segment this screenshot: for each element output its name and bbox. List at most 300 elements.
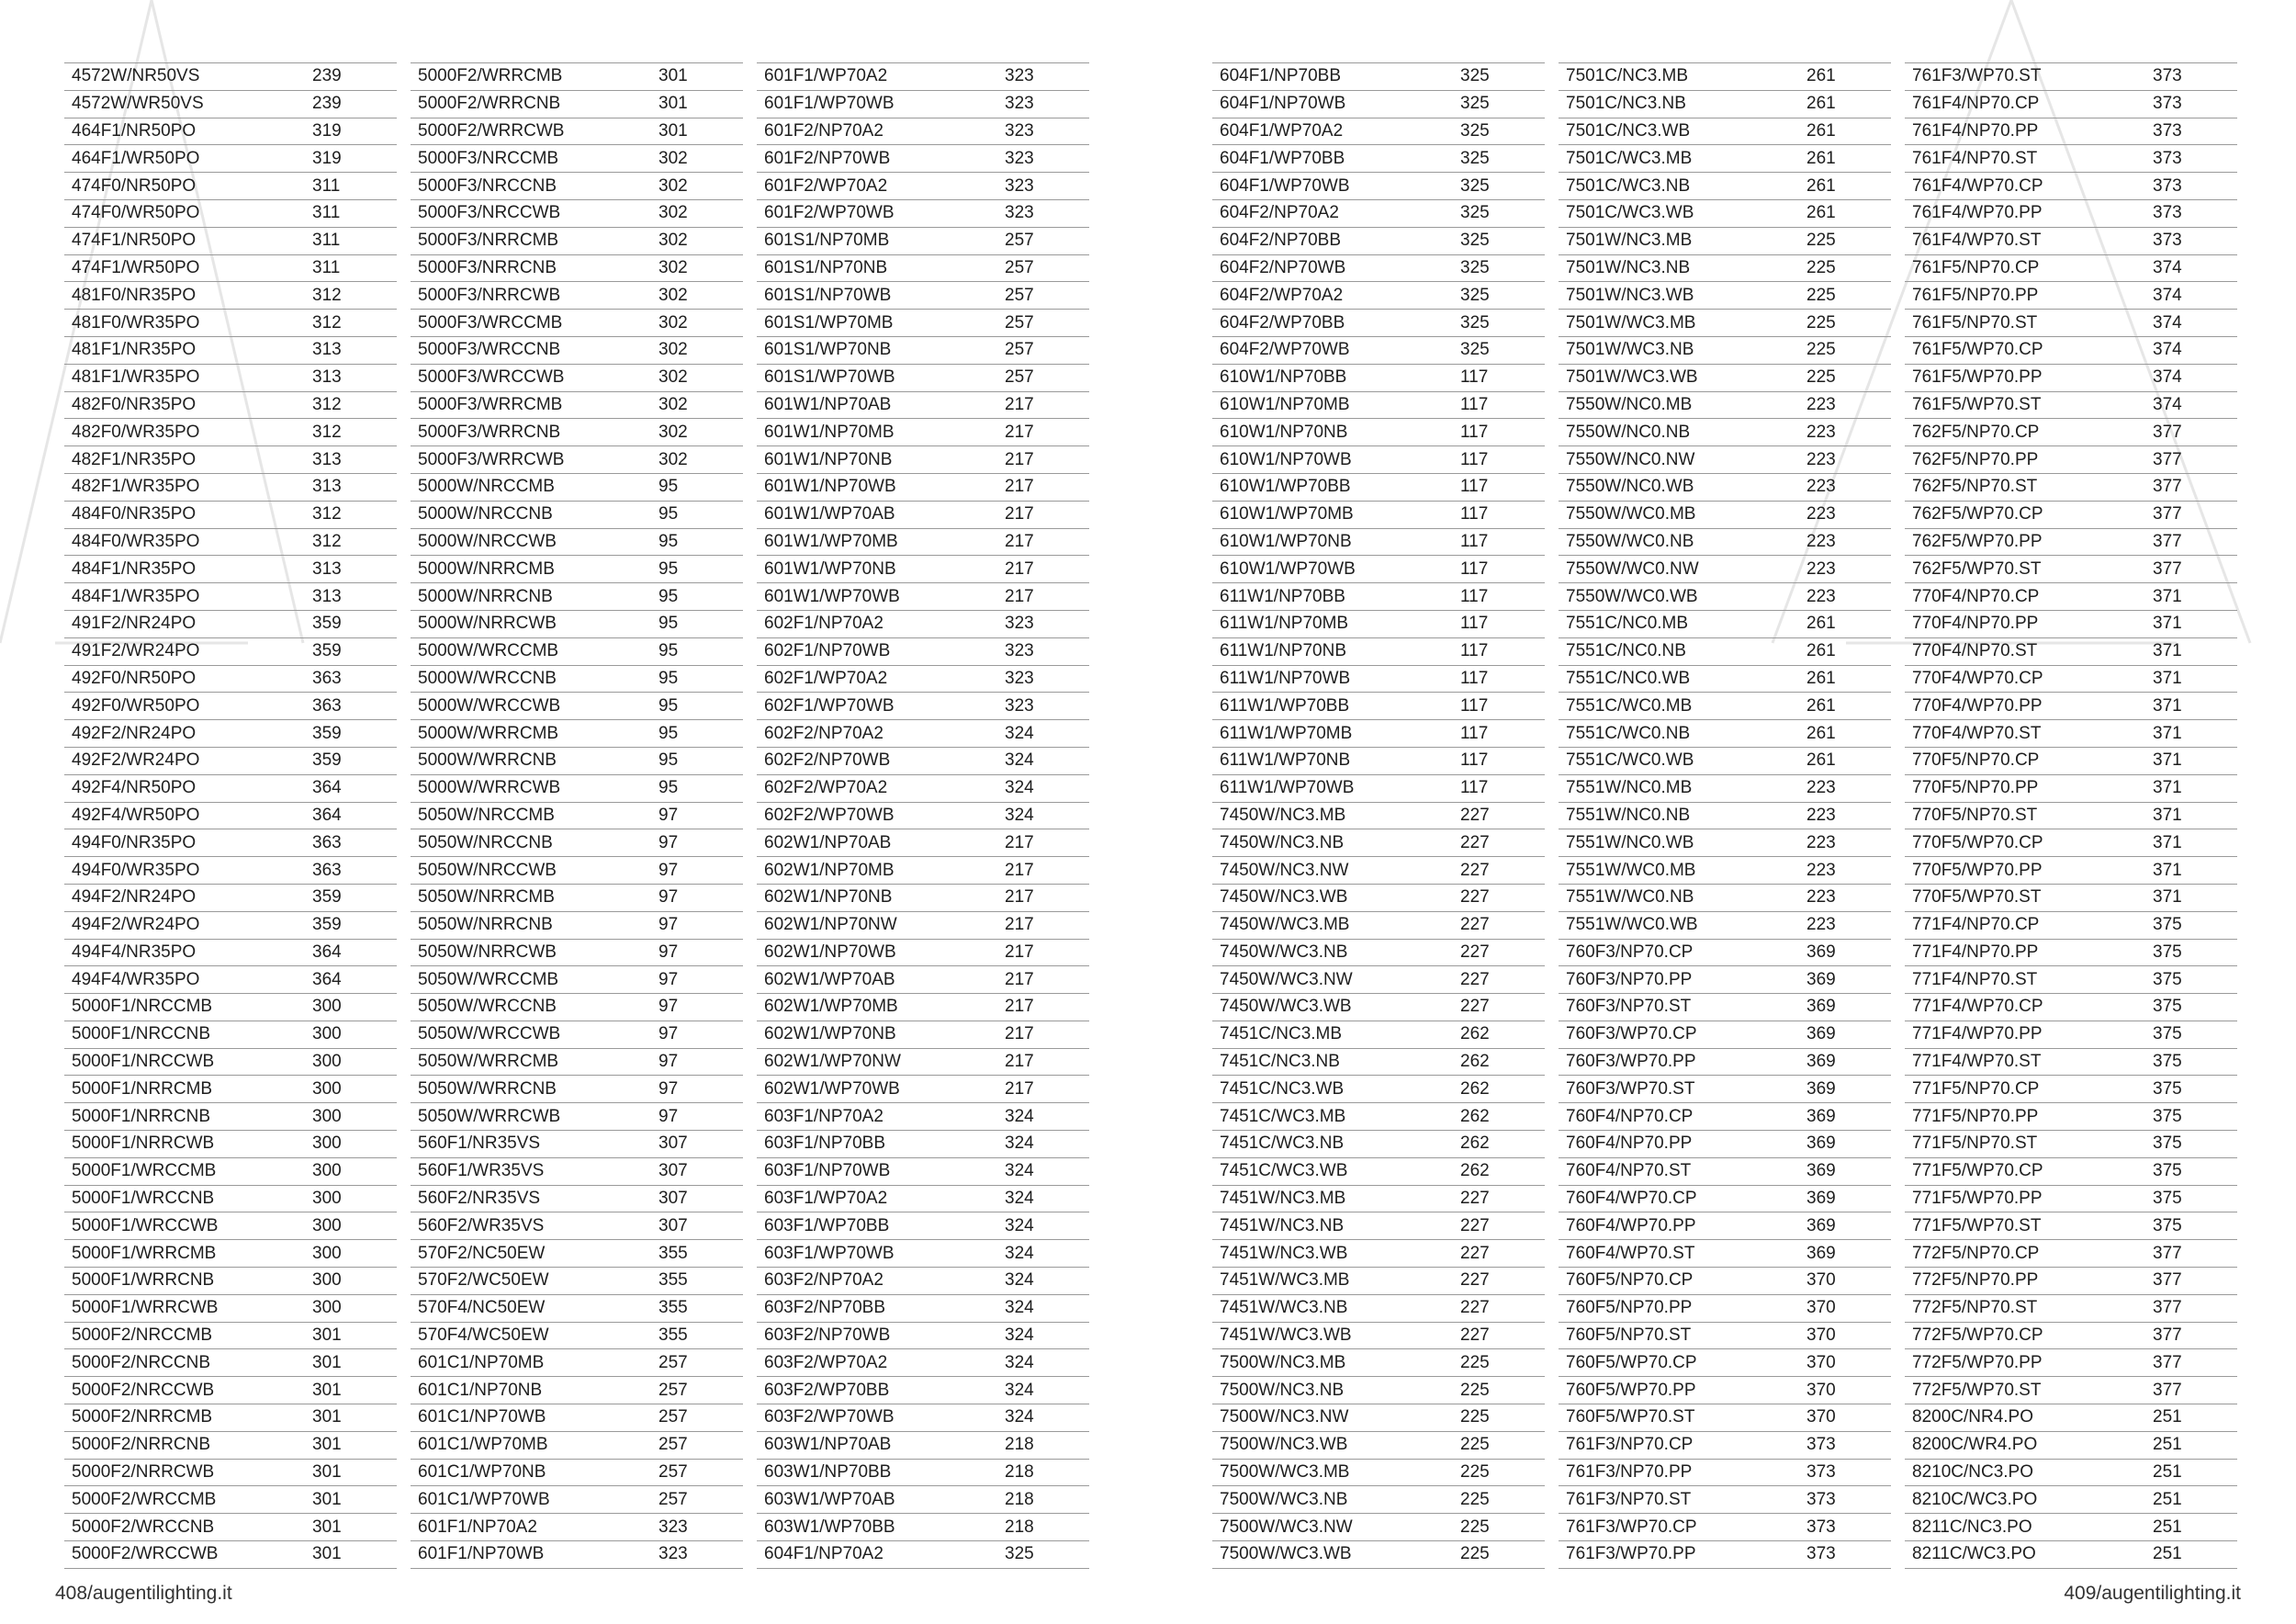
- page-number: 227: [1460, 829, 1545, 857]
- page-number: 257: [658, 1349, 743, 1377]
- table-row: [1212, 419, 1545, 446]
- page-number: 227: [1460, 1322, 1545, 1349]
- table-row: [1905, 911, 2237, 939]
- page-number: 239: [312, 63, 397, 91]
- product-code: 603W1/WP70BB: [757, 1514, 1005, 1541]
- page-number: 223: [1806, 391, 1891, 419]
- page-number: 261: [1806, 747, 1891, 774]
- page-number: 370: [1806, 1404, 1891, 1432]
- page-number: 302: [658, 199, 743, 227]
- table-row: [757, 364, 1089, 391]
- product-code: 771F4/NP70.CP: [1905, 911, 2153, 939]
- table-row: [1905, 1131, 2237, 1158]
- page-number: 325: [1460, 282, 1545, 310]
- page-number: 373: [1806, 1431, 1891, 1459]
- table-row: [1212, 720, 1545, 748]
- table-row: [1212, 446, 1545, 474]
- table-row: [1905, 665, 2237, 693]
- product-code: 7501C/WC3.NB: [1559, 173, 1806, 200]
- product-code: 570F4/WC50EW: [411, 1322, 658, 1349]
- table-row: [411, 829, 743, 857]
- product-code: 7450W/WC3.NB: [1212, 939, 1460, 966]
- table-row: [64, 637, 397, 665]
- page-number: 225: [1460, 1404, 1545, 1432]
- product-code: 7551C/NC0.WB: [1559, 665, 1806, 693]
- product-code: 761F3/WP70.PP: [1559, 1541, 1806, 1569]
- product-code: 770F5/WP70.PP: [1905, 857, 2153, 885]
- product-code: 771F4/NP70.ST: [1905, 966, 2153, 994]
- page-number: 217: [1005, 911, 1089, 939]
- table-row: [1559, 419, 1891, 446]
- product-code: 5000F3/NRRCWB: [411, 282, 658, 310]
- page-number: 223: [1806, 473, 1891, 501]
- product-code: 7550W/NC0.WB: [1559, 473, 1806, 501]
- table-row: [411, 1076, 743, 1103]
- table-row: [1559, 994, 1891, 1021]
- page-number: 261: [1806, 720, 1891, 748]
- page-number: 373: [2153, 145, 2237, 173]
- table-row: [1905, 1294, 2237, 1322]
- table-row: [411, 1212, 743, 1240]
- page-number: 217: [1005, 1076, 1089, 1103]
- table-row: [411, 1021, 743, 1048]
- page-number: 359: [312, 720, 397, 748]
- table-row: [1905, 336, 2237, 364]
- table-row: [1212, 63, 1545, 91]
- page-number: 325: [1460, 118, 1545, 145]
- page-number: 375: [2153, 1185, 2237, 1212]
- table-row: [64, 1294, 397, 1322]
- product-code: 5000F2/WRCCNB: [64, 1514, 312, 1541]
- table-row: [1212, 90, 1545, 118]
- product-code: 770F4/WP70.PP: [1905, 693, 2153, 720]
- table-row: [1212, 501, 1545, 528]
- table-row: [411, 747, 743, 774]
- table-row: [757, 583, 1089, 611]
- page-number: 319: [312, 118, 397, 145]
- product-code: 601F1/WP70WB: [757, 90, 1005, 118]
- table-row: [757, 1212, 1089, 1240]
- page-number: 377: [2153, 556, 2237, 583]
- table-row: [1212, 528, 1545, 556]
- product-code: 762F5/NP70.CP: [1905, 419, 2153, 446]
- page-number: 225: [1460, 1514, 1545, 1541]
- page-number: 257: [658, 1404, 743, 1432]
- table-row: [1212, 473, 1545, 501]
- table-row: [757, 637, 1089, 665]
- page-number: 377: [2153, 446, 2237, 474]
- table-row: [757, 1076, 1089, 1103]
- product-code: 610W1/WP70MB: [1212, 501, 1460, 528]
- product-code: 5000F2/WRRCMB: [411, 63, 658, 91]
- page-number: 359: [312, 884, 397, 911]
- page-number: 97: [658, 884, 743, 911]
- table-row: [64, 966, 397, 994]
- product-code: 5000F2/WRCCWB: [64, 1541, 312, 1569]
- page-number: 217: [1005, 857, 1089, 885]
- table-row: [411, 199, 743, 227]
- product-code: 772F5/NP70.ST: [1905, 1294, 2153, 1322]
- page-number: 300: [312, 1157, 397, 1185]
- table-row: [64, 1212, 397, 1240]
- table-row: [64, 1021, 397, 1048]
- page-number: 95: [658, 774, 743, 802]
- product-code: 5000W/WRCCWB: [411, 693, 658, 720]
- page-number: 300: [312, 1048, 397, 1076]
- table-row: [757, 1185, 1089, 1212]
- product-code: 494F0/WR35PO: [64, 857, 312, 885]
- page-number: 373: [1806, 1486, 1891, 1514]
- page-number: 117: [1460, 473, 1545, 501]
- product-code: 610W1/NP70MB: [1212, 391, 1460, 419]
- page-number: 371: [2153, 774, 2237, 802]
- table-row: [1559, 966, 1891, 994]
- page-number: 377: [2153, 1268, 2237, 1295]
- page-number: 363: [312, 857, 397, 885]
- product-code: 761F5/NP70.CP: [1905, 254, 2153, 282]
- product-code: 602W1/NP70MB: [757, 857, 1005, 885]
- page-number: 227: [1460, 1240, 1545, 1268]
- page-number: 262: [1460, 1048, 1545, 1076]
- page-number: 225: [1806, 336, 1891, 364]
- product-code: 760F3/NP70.CP: [1559, 939, 1806, 966]
- product-code: 5050W/NRRCMB: [411, 884, 658, 911]
- table-row: [1905, 583, 2237, 611]
- page-number: 300: [312, 1268, 397, 1295]
- table-row: [1559, 1212, 1891, 1240]
- page-number: 117: [1460, 364, 1545, 391]
- page-number: 375: [2153, 939, 2237, 966]
- product-code: 5050W/NRRCWB: [411, 939, 658, 966]
- product-code: 7501W/NC3.WB: [1559, 282, 1806, 310]
- page-number: 227: [1460, 994, 1545, 1021]
- index-column-1: [64, 62, 397, 1569]
- product-code: 602F2/WP70A2: [757, 774, 1005, 802]
- page-number: 355: [658, 1268, 743, 1295]
- table-row: [1905, 1103, 2237, 1131]
- table-row: [1559, 90, 1891, 118]
- table-row: [64, 911, 397, 939]
- page-number: 257: [658, 1486, 743, 1514]
- page-number: 251: [2153, 1541, 2237, 1569]
- page-number: 324: [1005, 1240, 1089, 1268]
- product-code: 611W1/NP70WB: [1212, 665, 1460, 693]
- table-row: [64, 994, 397, 1021]
- page-number: 301: [658, 90, 743, 118]
- product-code: 7551C/WC0.WB: [1559, 747, 1806, 774]
- page-number: 324: [1005, 1349, 1089, 1377]
- table-row: [411, 173, 743, 200]
- page-number: 375: [2153, 1103, 2237, 1131]
- table-row: [1559, 1431, 1891, 1459]
- product-code: 601S1/WP70WB: [757, 364, 1005, 391]
- page-number: 117: [1460, 391, 1545, 419]
- table-row: [757, 1240, 1089, 1268]
- page-number: 227: [1460, 1212, 1545, 1240]
- product-code: 602W1/WP70NW: [757, 1048, 1005, 1076]
- table-row: [411, 802, 743, 829]
- product-code: 602F1/NP70A2: [757, 610, 1005, 637]
- table-row: [757, 774, 1089, 802]
- product-code: 492F2/WR24PO: [64, 747, 312, 774]
- page-number: 371: [2153, 884, 2237, 911]
- product-code: 611W1/WP70BB: [1212, 693, 1460, 720]
- page-number: 363: [312, 829, 397, 857]
- table-row: [1559, 1377, 1891, 1404]
- page-number: 251: [2153, 1404, 2237, 1432]
- page-number: 324: [1005, 1131, 1089, 1158]
- table-row: [1905, 1431, 2237, 1459]
- table-row: [1212, 1541, 1545, 1569]
- product-code: 760F4/WP70.CP: [1559, 1185, 1806, 1212]
- page-number: 97: [658, 857, 743, 885]
- table-row: [64, 473, 397, 501]
- table-row: [757, 1404, 1089, 1432]
- page-number: 227: [1460, 884, 1545, 911]
- page-number: 374: [2153, 282, 2237, 310]
- page-number: 251: [2153, 1486, 2237, 1514]
- page-number: 363: [312, 665, 397, 693]
- page-number: 371: [2153, 802, 2237, 829]
- table-row: [1559, 1294, 1891, 1322]
- table-row: [64, 610, 397, 637]
- page-number: 217: [1005, 1021, 1089, 1048]
- product-code: 761F5/NP70.ST: [1905, 310, 2153, 337]
- index-column-4: [1212, 62, 1545, 1569]
- table-row: [1559, 1157, 1891, 1185]
- table-row: [1212, 665, 1545, 693]
- page-number: 225: [1460, 1431, 1545, 1459]
- product-code: 5000F3/WRRCNB: [411, 419, 658, 446]
- product-code: 5000W/WRCCMB: [411, 637, 658, 665]
- product-code: 761F5/NP70.PP: [1905, 282, 2153, 310]
- product-code: 760F4/WP70.ST: [1559, 1240, 1806, 1268]
- product-code: 602W1/NP70WB: [757, 939, 1005, 966]
- product-code: 762F5/WP70.CP: [1905, 501, 2153, 528]
- table-row: [1212, 227, 1545, 254]
- product-code: 760F3/NP70.PP: [1559, 966, 1806, 994]
- page-folio-right: 409/augentilighting.it: [2064, 1583, 2241, 1604]
- product-code: 5000F2/NRCCNB: [64, 1349, 312, 1377]
- product-code: 603F2/NP70A2: [757, 1268, 1005, 1295]
- product-code: 603F1/NP70BB: [757, 1131, 1005, 1158]
- product-code: 5050W/NRCCNB: [411, 829, 658, 857]
- product-code: 602F1/NP70WB: [757, 637, 1005, 665]
- table-row: [1559, 1185, 1891, 1212]
- table-row: [1212, 1459, 1545, 1486]
- page-number: 217: [1005, 528, 1089, 556]
- page-number: 95: [658, 665, 743, 693]
- product-code: 474F1/WR50PO: [64, 254, 312, 282]
- product-code: 5050W/WRRCMB: [411, 1048, 658, 1076]
- table-row: [64, 282, 397, 310]
- page-number: 373: [2153, 90, 2237, 118]
- table-row: [757, 1021, 1089, 1048]
- product-code: 474F0/NR50PO: [64, 173, 312, 200]
- table-row: [1212, 1404, 1545, 1432]
- product-code: 5000W/WRCCNB: [411, 665, 658, 693]
- product-code: 772F5/NP70.PP: [1905, 1268, 2153, 1295]
- product-code: 7550W/WC0.NB: [1559, 528, 1806, 556]
- table-row: [411, 1404, 743, 1432]
- table-row: [64, 63, 397, 91]
- page-number: 369: [1806, 1157, 1891, 1185]
- page-number: 117: [1460, 556, 1545, 583]
- page-number: 313: [312, 336, 397, 364]
- product-code: 8210C/NC3.PO: [1905, 1459, 2153, 1486]
- page-number: 323: [1005, 118, 1089, 145]
- table-row: [1905, 1541, 2237, 1569]
- product-code: 482F1/WR35PO: [64, 473, 312, 501]
- table-row: [64, 802, 397, 829]
- product-code: 610W1/NP70BB: [1212, 364, 1460, 391]
- product-code: 7451C/WC3.MB: [1212, 1103, 1460, 1131]
- page-number: 371: [2153, 665, 2237, 693]
- table-row: [1212, 1294, 1545, 1322]
- product-code: 601W1/NP70WB: [757, 473, 1005, 501]
- table-row: [1905, 610, 2237, 637]
- product-code: 611W1/WP70MB: [1212, 720, 1460, 748]
- table-row: [1559, 1349, 1891, 1377]
- page-number: 300: [312, 1103, 397, 1131]
- product-code: 5000W/NRCCWB: [411, 528, 658, 556]
- product-code: 770F4/NP70.ST: [1905, 637, 2153, 665]
- page-number: 374: [2153, 364, 2237, 391]
- page-number: 375: [2153, 1021, 2237, 1048]
- product-code: 8211C/NC3.PO: [1905, 1514, 2153, 1541]
- table-row: [1559, 1514, 1891, 1541]
- page-number: 359: [312, 637, 397, 665]
- table-row: [757, 1377, 1089, 1404]
- table-row: [64, 528, 397, 556]
- product-code: 604F1/NP70BB: [1212, 63, 1460, 91]
- table-row: [757, 528, 1089, 556]
- product-code: 494F0/NR35PO: [64, 829, 312, 857]
- product-code: 5000W/NRRCWB: [411, 610, 658, 637]
- table-row: [64, 336, 397, 364]
- product-code: 5000F2/NRCCWB: [64, 1377, 312, 1404]
- table-row: [1212, 364, 1545, 391]
- page-number: 312: [312, 391, 397, 419]
- table-row: [64, 90, 397, 118]
- page-number: 301: [312, 1322, 397, 1349]
- page-number: 223: [1806, 528, 1891, 556]
- table-row: [1559, 199, 1891, 227]
- product-code: 760F3/WP70.ST: [1559, 1076, 1806, 1103]
- table-row: [64, 501, 397, 528]
- product-code: 762F5/NP70.PP: [1905, 446, 2153, 474]
- product-code: 5000W/NRCCNB: [411, 501, 658, 528]
- table-row: [1212, 1185, 1545, 1212]
- page-number: 377: [2153, 528, 2237, 556]
- page-number: 227: [1460, 1185, 1545, 1212]
- product-code: 601F2/WP70WB: [757, 199, 1005, 227]
- table-row: [1212, 1021, 1545, 1048]
- product-code: 7550W/NC0.MB: [1559, 391, 1806, 419]
- page-number: 218: [1005, 1486, 1089, 1514]
- table-row: [1559, 1021, 1891, 1048]
- product-code: 7451C/WC3.WB: [1212, 1157, 1460, 1185]
- product-code: 770F5/NP70.PP: [1905, 774, 2153, 802]
- page-number: 97: [658, 802, 743, 829]
- table-row: [1212, 994, 1545, 1021]
- product-code: 7551W/WC0.MB: [1559, 857, 1806, 885]
- product-code: 7551W/WC0.WB: [1559, 911, 1806, 939]
- page-number: 300: [312, 1212, 397, 1240]
- table-row: [1212, 583, 1545, 611]
- product-code: 5000F1/WRRCMB: [64, 1240, 312, 1268]
- product-code: 5000F1/NRRCMB: [64, 1076, 312, 1103]
- table-row: [1905, 884, 2237, 911]
- page-number: 371: [2153, 610, 2237, 637]
- table-row: [1212, 747, 1545, 774]
- page-number: 325: [1460, 227, 1545, 254]
- product-code: 5000F1/NRRCNB: [64, 1103, 312, 1131]
- table-row: [1559, 774, 1891, 802]
- product-code: 771F4/WP70.PP: [1905, 1021, 2153, 1048]
- table-row: [1559, 884, 1891, 911]
- page-number: 257: [1005, 364, 1089, 391]
- table-row: [1905, 693, 2237, 720]
- page-number: 364: [312, 774, 397, 802]
- table-row: [411, 473, 743, 501]
- table-row: [411, 310, 743, 337]
- product-code: 602F2/NP70A2: [757, 720, 1005, 748]
- page-number: 325: [1460, 310, 1545, 337]
- page-number: 117: [1460, 637, 1545, 665]
- table-row: [1559, 939, 1891, 966]
- page-number: 97: [658, 1048, 743, 1076]
- table-row: [1559, 446, 1891, 474]
- page-number: 324: [1005, 1103, 1089, 1131]
- page-number: 223: [1806, 501, 1891, 528]
- product-code: 481F0/NR35PO: [64, 282, 312, 310]
- table-row: [757, 391, 1089, 419]
- product-code: 610W1/WP70BB: [1212, 473, 1460, 501]
- product-code: 604F2/NP70BB: [1212, 227, 1460, 254]
- product-code: 770F5/WP70.CP: [1905, 829, 2153, 857]
- product-code: 770F5/NP70.ST: [1905, 802, 2153, 829]
- page-number: 261: [1806, 173, 1891, 200]
- page-number: 218: [1005, 1514, 1089, 1541]
- page-number: 95: [658, 556, 743, 583]
- product-code: 494F2/WR24PO: [64, 911, 312, 939]
- product-code: 7550W/WC0.MB: [1559, 501, 1806, 528]
- product-code: 7450W/WC3.MB: [1212, 911, 1460, 939]
- page-number: 217: [1005, 994, 1089, 1021]
- table-row: [1905, 227, 2237, 254]
- product-code: 761F4/NP70.ST: [1905, 145, 2153, 173]
- page-number: 262: [1460, 1131, 1545, 1158]
- page-number: 371: [2153, 747, 2237, 774]
- page-number: 373: [1806, 1514, 1891, 1541]
- page-number: 302: [658, 227, 743, 254]
- table-row: [757, 1459, 1089, 1486]
- table-row: [1559, 473, 1891, 501]
- table-row: [1559, 1459, 1891, 1486]
- product-code: 760F5/WP70.ST: [1559, 1404, 1806, 1432]
- page-number: 225: [1460, 1377, 1545, 1404]
- page-number: 223: [1806, 556, 1891, 583]
- product-code: 601S1/WP70NB: [757, 336, 1005, 364]
- table-row: [1905, 501, 2237, 528]
- product-code: 760F4/WP70.PP: [1559, 1212, 1806, 1240]
- product-code: 601W1/NP70MB: [757, 419, 1005, 446]
- page-number: 371: [2153, 637, 2237, 665]
- table-row: [1212, 884, 1545, 911]
- page-number: 261: [1806, 118, 1891, 145]
- page-number: 217: [1005, 939, 1089, 966]
